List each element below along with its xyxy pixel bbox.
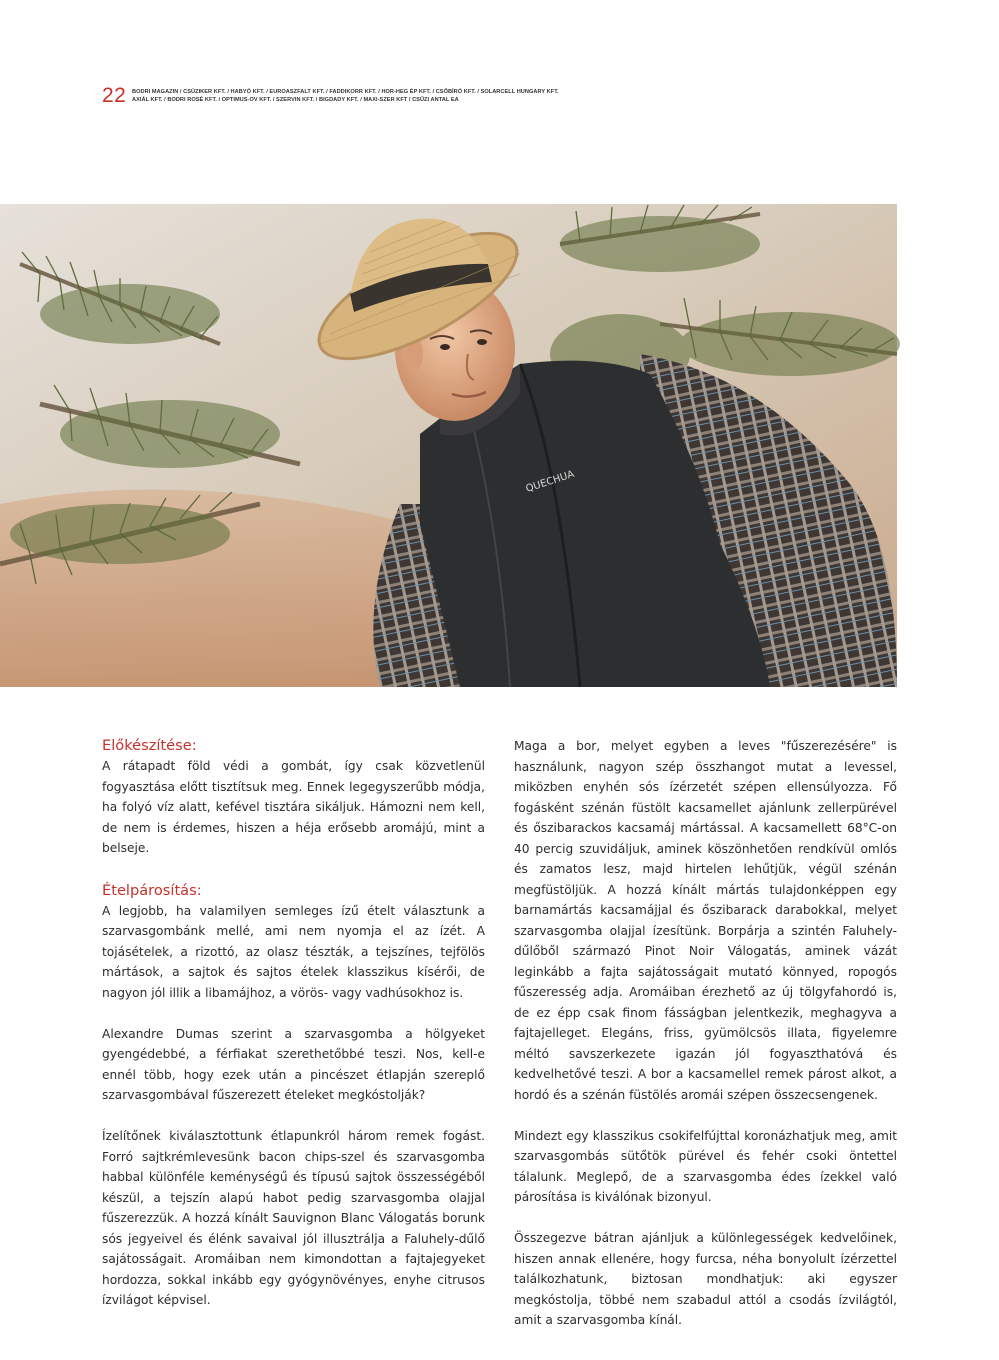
menu-paragraph: Ízelítőnek kiválasztottunk étlapunkról három remek fogást. Forró sajtkrémlevesünk bacon chips-szel és szarvasgomba habbal különféle keménységű és típusú sajtok összességéből készül, a tejszín alapú habot pedig szarvasgomba olajjal fűszerezzük. A hozzá kínált Sauvignon Blanc Válogatás borunk sós jegyeivel és élénk savaival jól illusztrálja a Faluhely-dűlő sajátosságait. Aromáiban nem kimondottan a fajtajegyeket hordozza, sokkal inkább egy gyógynövényes, enyhe citrusos ízvilágot képvisel. [102, 1129, 485, 1307]
sponsor-line-1: BODRI MAGAZIN / CSÜZIKER KFT. / HABYÓ KFT. / EUROASZFALT KFT. / FADDIKORR KFT. / HOR-HEG ÉP KFT. / CSŐBÍRÓ KFT. / SOLARCELL HUNGARY KFT. [132, 89, 559, 95]
sponsor-list [132, 89, 559, 104]
sponsor-line-2: AXIÁL KFT. / BODRI ROSÉ KFT. / OPTIMUS-OV KFT. / SZERVIN KFT. / BIGDADY KFT. / MAXI-SZER KFT / CSŰZI ANTAL EA [132, 96, 459, 103]
left-column [102, 736, 485, 1311]
dumas-paragraph: Alexandre Dumas szerint a szarvasgomba a hölgyeket gyengédebbé, a férfiakat szerethetőbbé teszi. Nos, kell-e ennél több, hogy ezek után a pincészet étlapján szereplő szarvasgombával fűszerezett ételeket megkóstolják? [102, 1026, 485, 1102]
page-number: 22 [102, 84, 127, 107]
food-pairing-paragraph: A legjobb, ha valamilyen semleges ízű ételt választunk a szarvasgombánk mellé, ami nem nyomja el az ízét. A tojásételek, a rizottó, az olasz tészták, a tejszínes, tejfölös mártások, a sajtok és sajtos ételek klasszikus kísérői, de nagyon jól illik a libamájhoz, a vörös- vagy vadhúsokhoz is. [102, 903, 485, 1000]
wine-paragraph: Maga a bor, melyet egyben a leves "fűszerezésére" is használunk, nagyon szép összhangot mutat a levessel, miközben enyhén sós ízérzetét szépen ellensúlyozza. Fő fogásként szénán füstölt kacsamellet ajánlunk zellerpürével és őszibarackos kacsamáj mártással. A kacsamellett 68°C-on 40 percig szuvidáljuk, aminek köszönhetően rendkívül omlós és zamatos lesz, majd hirtelen lehűtjük, végül szénán megfüstöljük. A hozzá kínált mártás tulajdonképpen egy barnamártás kacsamájjal és őszibarack darabokkal, melyet szarvasgomba olajjal ízesítünk. Borpárja a szintén Faluhely-dűlőből származó Pinot Noir Válogatás, aminek vázát leginkább a fajta sajátosságait mutató könnyed, ropogós fűszeresség adja. Aromáiban érezhető az új tölgyfahordó is, de ez épp csak finom fásságban jelentkezik, meghagyva a fajtajelleget. Elegáns, friss, gyümölcsös illata, figyelemre méltó savszerkezete igazán jól fogyaszthatóvá és kedvelhetővé teszi. A bor a kacsamellel remek párost alkot, a hordó és a szénán füstölés aromái szépen összecsengenek. [514, 739, 897, 1102]
right-column [514, 736, 897, 1331]
portrait-photo-illustration [0, 204, 897, 687]
food-pairing-heading: Ételpárosítás: [102, 881, 202, 899]
summary-paragraph: Összegezve bátran ajánljuk a különlegességek kedvelőinek, hiszen annak ellenére, hogy furcsa, néha bonyolult ízérzettel találkozhatunk, biztosan mondhatjuk: aki egyszer megkóstolja, többé nem szabadul attól a csodás ízvilágtól, amit a szarvasgomba kínál. [514, 1231, 897, 1327]
preparation-paragraph: A rátapadt föld védi a gombát, így csak közvetlenül fogyasztása előtt tisztítsuk meg. Ennek legegyszerűbb módja, ha folyó víz alatt, kefével tisztára sikáljuk. Hámozni nem kell, de nem is érdemes, hiszen a héja erősebb aromájú, mint a belseje. [102, 759, 485, 855]
preparation-heading: Előkészítése: [102, 737, 197, 754]
jacket-brand-text: QUECHUA [524, 468, 576, 495]
portrait-photo [0, 204, 897, 687]
dessert-paragraph: Mindezt egy klasszikus csokifelfújttal koronázhatjuk meg, amit szarvasgombás sütőtök pürével és fehér csoki öntettel tálalunk. Meglepő, de a szarvasgomba édes ízekkel való párosítása is kiválónak bizonyul. [514, 1128, 897, 1204]
